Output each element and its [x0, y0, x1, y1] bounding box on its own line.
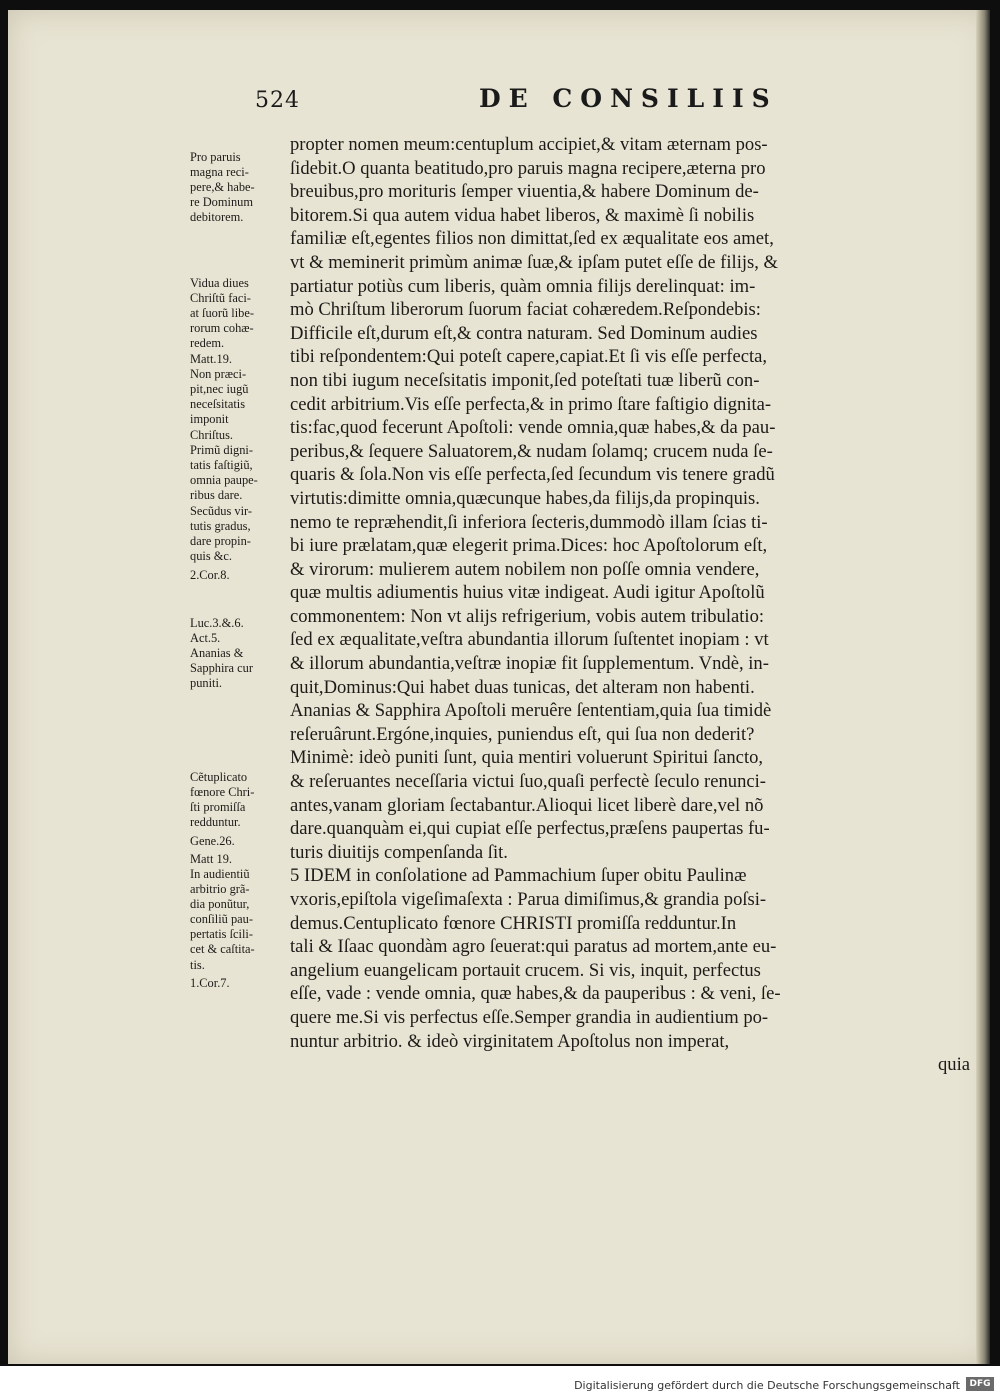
page-edge-shadow [976, 10, 990, 1364]
margin-note: Matt 19. [190, 852, 232, 866]
margin-note: ſti promiſſa [190, 800, 246, 814]
margin-note: tutis gradus, [190, 519, 251, 533]
text-line: non tibi iugum neceſsitatis imponit,ſed poteſtati tuæ liberũ con- [290, 369, 760, 391]
text-line: turis diuitijs compenſanda ſit. [290, 841, 508, 863]
margin-note: re Dominum [190, 195, 253, 209]
dfg-logo-icon: DFG [966, 1377, 994, 1391]
margin-note: dia ponũtur, [190, 897, 250, 911]
margin-note: rorum cohæ- [190, 321, 254, 335]
margin-note: Secũdus vir- [190, 504, 253, 518]
text-line: virtutis:dimitte omnia,quæcunque habes,da filijs,da propinquis. [290, 487, 760, 509]
margin-note: 1.Cor.7. [190, 976, 230, 990]
text-line: nemo te repræhendit,ſi inferiora ſecteris,dummodò illam ſcias ti- [290, 511, 768, 533]
margin-note: Sapphira cur [190, 661, 253, 675]
text-line: peribus,& ſequere Saluatorem,& nudam ſolamq; crucem nuda ſe- [290, 440, 773, 462]
margin-note: Ananias & [190, 646, 244, 660]
running-head [255, 84, 778, 113]
margin-note: cet & caſtita- [190, 942, 255, 956]
margin-note: Non præci- [190, 367, 247, 381]
text-line: tibi reſpondentem:Qui poteſt capere,capiat.Et ſi vis eſſe perfecta, [290, 346, 768, 368]
text-line: mò Chriſtum liberorum ſuorum faciat cohæredem.Reſpondebis: [290, 299, 761, 321]
margin-note: imponit [190, 412, 229, 426]
margin-note: quis &c. [190, 549, 232, 563]
margin-note: 2.Cor.8. [190, 568, 230, 582]
margin-note: omnia paupe- [190, 473, 258, 487]
margin-note: pertatis ſcili- [190, 927, 253, 941]
margin-note: Vidua diues [190, 276, 249, 290]
text-line: & reſeruantes neceſſaria victui ſuo,quaſi perfectè ſeculo renunci- [290, 771, 766, 793]
margin-note: at ſuorũ libe- [190, 306, 254, 320]
text-line: Ananias & Sapphira Apoſtoli meruêre ſententiam,quia ſua timidè [290, 700, 772, 722]
text-line: cedit arbitrium.Vis eſſe perfecta,& in primo ſtare faſtigio dignita- [290, 393, 772, 415]
margin-note: conſiliũ pau- [190, 912, 253, 926]
text-line: Minimè: ideò puniti ſunt, quia mentiri voluerunt Spiritui ſancto, [290, 747, 764, 769]
text-line: tali & Iſaac quondàm agro ſeuerat:qui paratus ad mortem,ante eu- [290, 936, 777, 958]
text-line: vt & meminerit primùm animæ ſuæ,& ipſam putet eſſe de filijs, & [290, 251, 779, 273]
margin-note: tatis faſtigiũ, [190, 458, 253, 472]
text-line: antes,vanam gloriam ſectabantur.Alioqui licet liberè dare,vel nõ [290, 794, 764, 816]
margin-note: redduntur. [190, 815, 241, 829]
margin-note: fœnore Chri- [190, 785, 255, 799]
margin-note: Pro paruis [190, 150, 241, 164]
margin-note: pere,& habe- [190, 180, 255, 194]
margin-note: Chriſtũ faci- [190, 291, 251, 305]
text-line: & virorum: mulierem autem nobilem non poſſe omnia vendere, [290, 558, 760, 580]
text-line: dare.quanquàm ei,qui cupiat eſſe perfectus,præſens paupertas fu- [290, 818, 770, 840]
text-line: propter nomen meum:centuplum accipiet,& vitam æternam pos- [290, 134, 768, 155]
margin-note: magna reci- [190, 165, 249, 179]
text-line: quere me.Si vis perfectus eſſe.Semper grandia in audientium po- [290, 1006, 769, 1028]
text-line: eſſe, vade : vende omnia, quæ habes,& da pauperibus : & veni, ſe- [290, 983, 781, 1005]
text-line: angelium euangelicam portauit crucem. Si vis, inquit, perfectus [290, 959, 761, 981]
margin-note: Cẽtuplicato [190, 770, 248, 784]
text-line: Difficile eſt,durum eſt,& contra naturam. Sed Dominum audies [290, 322, 758, 344]
text-line: quæ multis adiumentis huius vitæ indigeat. Audi igitur Apoſtolũ [290, 582, 765, 604]
margin-note: debitorem. [190, 210, 244, 224]
margin-note: tis. [190, 958, 205, 972]
margin-note: arbitrio grã- [190, 882, 250, 896]
margin-note: Chriſtus. [190, 428, 234, 442]
text-line: vxoris,epiſtola vigeſimaſexta : Parua dimiſimus,& grandia poſsi- [290, 889, 767, 910]
funding-credit: Digitalisierung gefördert durch die Deutsche Forschungsgemeinschaft [574, 1379, 960, 1392]
text-line: ſidebit.O quanta beatitudo,pro paruis magna recipere,æterna pro [290, 157, 766, 179]
main-text-column [290, 133, 970, 1077]
text-line: nuntur arbitrio. & ideò virginitatem Apoſtolus non imperat, [290, 1030, 730, 1052]
margin-note: Luc.3.&.6. [190, 616, 244, 630]
text-line: tis:fac,quod fecerunt Apoſtoli: vende omnia,quæ habes,& da pau- [290, 417, 776, 439]
margin-note: Matt.19. [190, 352, 232, 366]
text-line: breuibus,pro morituris ſemper viuentia,& habere Dominum de- [290, 181, 759, 203]
running-title: DE CONSILIIS [478, 84, 778, 113]
text-line: bi iure prælatam,quæ elegerit prima.Dices: hoc Apoſtolorum eſt, [290, 535, 768, 557]
page-number: 524 [255, 88, 300, 113]
margin-note: puniti. [190, 676, 223, 690]
margin-note: pit,nec iugũ [190, 382, 249, 396]
text-line: partiatur potiùs cum liberis, quàm omnia filijs derelinquat: im- [290, 275, 756, 297]
margin-note: neceſsitatis [190, 397, 246, 411]
text-line: demus.Centuplicato fœnore CHRISTI promiſſa redduntur.In [290, 912, 737, 934]
text-line: quaris & ſola.Non vis eſſe perfecta,ſed ſecundum vis tenere gradũ [290, 464, 775, 486]
text-line: familiæ eſt,egentes filios non dimittat,ſed ex æqualitate eos amet, [290, 228, 774, 250]
margin-note: Act.5. [190, 631, 221, 645]
margin-note: redem. [190, 336, 225, 350]
text-line: reſeruârunt.Ergóne,inquies, puniendus eſt, qui ſua non dederit? [290, 723, 755, 745]
footer-bar [0, 1366, 1000, 1396]
margin-note: Primũ digni- [190, 443, 253, 457]
section-start-line: 5 IDEM in conſolatione ad Pammachium ſuper obitu Paulinæ [290, 865, 747, 887]
margin-note: dare propin- [190, 534, 251, 548]
text-line: quit,Dominus:Qui habet duas tunicas, det alteram non habenti. [290, 676, 755, 698]
margin-note: ribus dare. [190, 488, 243, 502]
text-line: ſed ex æqualitate,veſtra abundantia illorum ſuſtentet inopiam : vt [290, 629, 769, 651]
text-line: & illorum abundantia,veſtræ inopiæ fit ſupplementum. Vndè, in- [290, 653, 769, 675]
text-line: bitorem.Si qua autem vidua habet liberos, & maximè ſi nobilis [290, 204, 755, 226]
catchword: quia [937, 1054, 970, 1076]
margin-note: Gene.26. [190, 834, 235, 848]
text-line: commonentem: Non vt alijs refrigerium, vobis autem tribulatio: [290, 605, 765, 627]
margin-note: In audientiũ [190, 867, 250, 881]
